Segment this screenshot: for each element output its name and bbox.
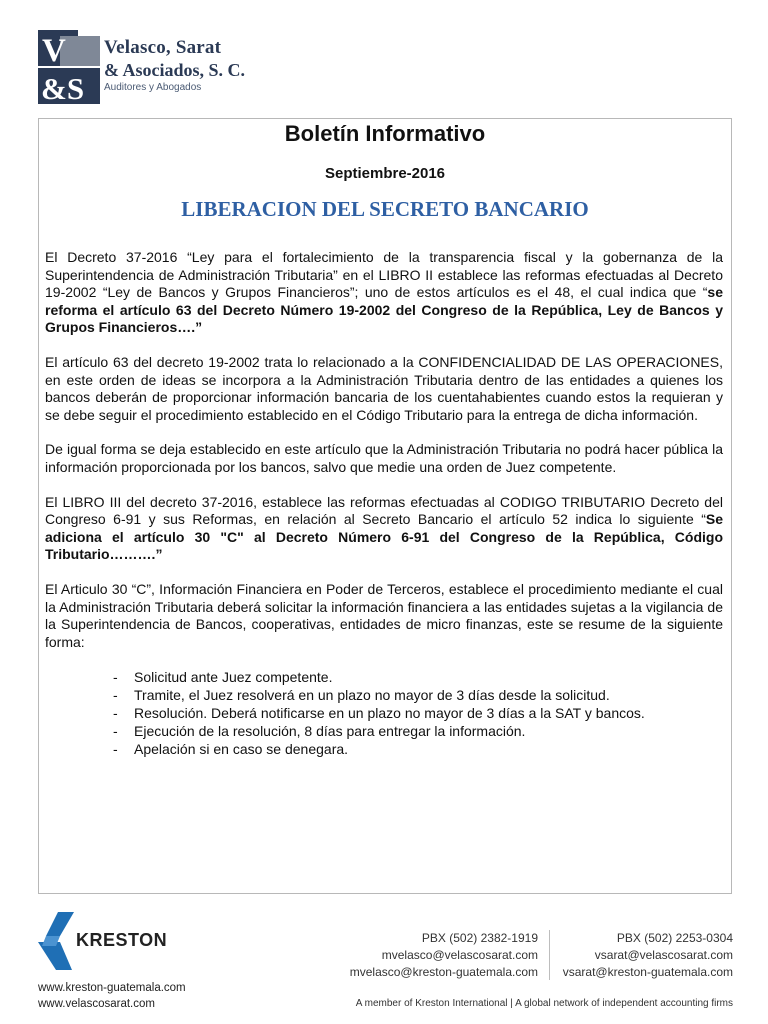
dash-bullet: - <box>113 669 118 686</box>
list-item <box>113 704 723 722</box>
paragraph-3: De igual forma se deja establecido en este artículo que la Administración Tributaria no podrá hacer pública la información proporcionada por los bancos, salvo que medie una orden de Juez competente. <box>45 441 723 475</box>
kreston-logo-icon <box>38 912 80 970</box>
list-item <box>113 668 723 686</box>
paragraph-1-bold: se reforma el artículo 63 del Decreto Número 19-2002 del Congreso de la República, Ley de Bancos y Grupos Financieros….” <box>45 284 723 336</box>
procedure-list <box>45 668 723 758</box>
firm-subname: & Asociados, S. C. <box>104 60 246 80</box>
kreston-wordmark: KRESTON <box>76 930 168 950</box>
bulletin-body <box>45 249 723 758</box>
logo-letter-v: V <box>42 33 66 69</box>
list-item-text: Apelación si en caso se denegara. <box>134 741 349 758</box>
dash-bullet: - <box>113 723 118 740</box>
paragraph-4-bold: Se adiciona el artículo 30 "C" al Decreto Número 6-91 del Congreso de la República, Código Tributario……….” <box>45 511 723 563</box>
paragraph-5: El Articulo 30 “C”, Información Financiera en Poder de Terceros, establece el procedimiento mediante el cual la Administración Tributaria deberá solicitar la información financiera a las entidades sujetas a la vigilancia de la Superintendencia de Bancos, cooperativas, entidades de micro finanzas, este se resume de la siguiente forma: <box>45 580 723 650</box>
dash-bullet: - <box>113 687 118 704</box>
firm-tagline: Auditores y Abogados <box>104 82 202 93</box>
footer-urls <box>38 980 186 1012</box>
vs-logo-mark <box>38 30 100 104</box>
contact-divider <box>549 930 550 980</box>
firm-logo <box>38 30 268 110</box>
email-velasco-2[interactable]: mvelasco@kreston-guatemala.com <box>349 965 538 979</box>
contact-sarat <box>563 930 733 981</box>
paragraph-1-text: El Decreto 37-2016 “Ley para el fortalecimiento de la transparencia fiscal y la gobernanza de la Superintendencia de Administración Tributaria” en el LIBRO II establece las reformas efectuadas al Decreto 19-2002 “Ley de Bancos y Grupos Financieros”; uno de estos artículos es el 48, el cual indica que “ <box>45 249 723 301</box>
kreston-url-link[interactable]: www.kreston-guatemala.com <box>38 982 186 994</box>
kreston-member-note: A member of Kreston International | A global network of independent accounting firms <box>355 998 733 1009</box>
list-item-text: Solicitud ante Juez competente. <box>134 669 333 686</box>
list-item <box>113 740 723 758</box>
dash-bullet: - <box>113 705 118 722</box>
list-item-text: Resolución. Deberá notificarse en un plazo no mayor de 3 días a la SAT y bancos. <box>134 705 645 722</box>
phone-velasco: PBX (502) 2382-1919 <box>421 931 538 945</box>
paragraph-4 <box>45 494 723 564</box>
phone-sarat: PBX (502) 2253-0304 <box>616 931 733 945</box>
paragraph-2: El artículo 63 del decreto 19-2002 trata lo relacionado a la CONFIDENCIALIDAD DE LAS OPERACIONES, en este orden de ideas se incorpora a la Administración Tributaria dentro de las entidades a quienes los bancos deberán de proporcionar información bancaria de los cuentahabientes cuando estos la requieran y se debe seguir el procedimiento establecido en el Código Tributario para la entrega de dicha información. <box>45 353 723 423</box>
list-item-text: Tramite, el Juez resolverá en un plazo no mayor de 3 días desde la solicitud. <box>134 687 610 704</box>
bulletin-box <box>38 118 732 894</box>
paragraph-1 <box>45 249 723 337</box>
email-sarat-2[interactable]: vsarat@kreston-guatemala.com <box>562 965 733 979</box>
email-velasco-1[interactable]: mvelasco@velascosarat.com <box>381 948 538 962</box>
list-item <box>113 686 723 704</box>
velascosarat-url-link[interactable]: www.velascosarat.com <box>38 998 155 1010</box>
logo-letters-and-s: &S <box>41 71 85 104</box>
bulletin-title: Boletín Informativo <box>284 121 486 146</box>
footer <box>0 900 768 1024</box>
list-item <box>113 722 723 740</box>
bulletin-headline: LIBERACION DEL SECRETO BANCARIO <box>181 197 589 221</box>
email-sarat-1[interactable]: vsarat@velascosarat.com <box>594 948 733 962</box>
list-item-text: Ejecución de la resolución, 8 días para entregar la información. <box>134 723 526 740</box>
bulletin-date: Septiembre-2016 <box>324 165 446 182</box>
paragraph-4-text: El LIBRO III del decreto 37-2016, establece las reformas efectuadas al CODIGO TRIBUTARIO Decreto del Congreso 6-91 y sus Reformas, en relación al Secreto Bancario el artículo 52 indica lo siguiente “ <box>45 493 723 528</box>
dash-bullet: - <box>113 741 118 758</box>
contact-velasco <box>350 930 538 981</box>
firm-name: Velasco, Sarat <box>104 37 222 58</box>
